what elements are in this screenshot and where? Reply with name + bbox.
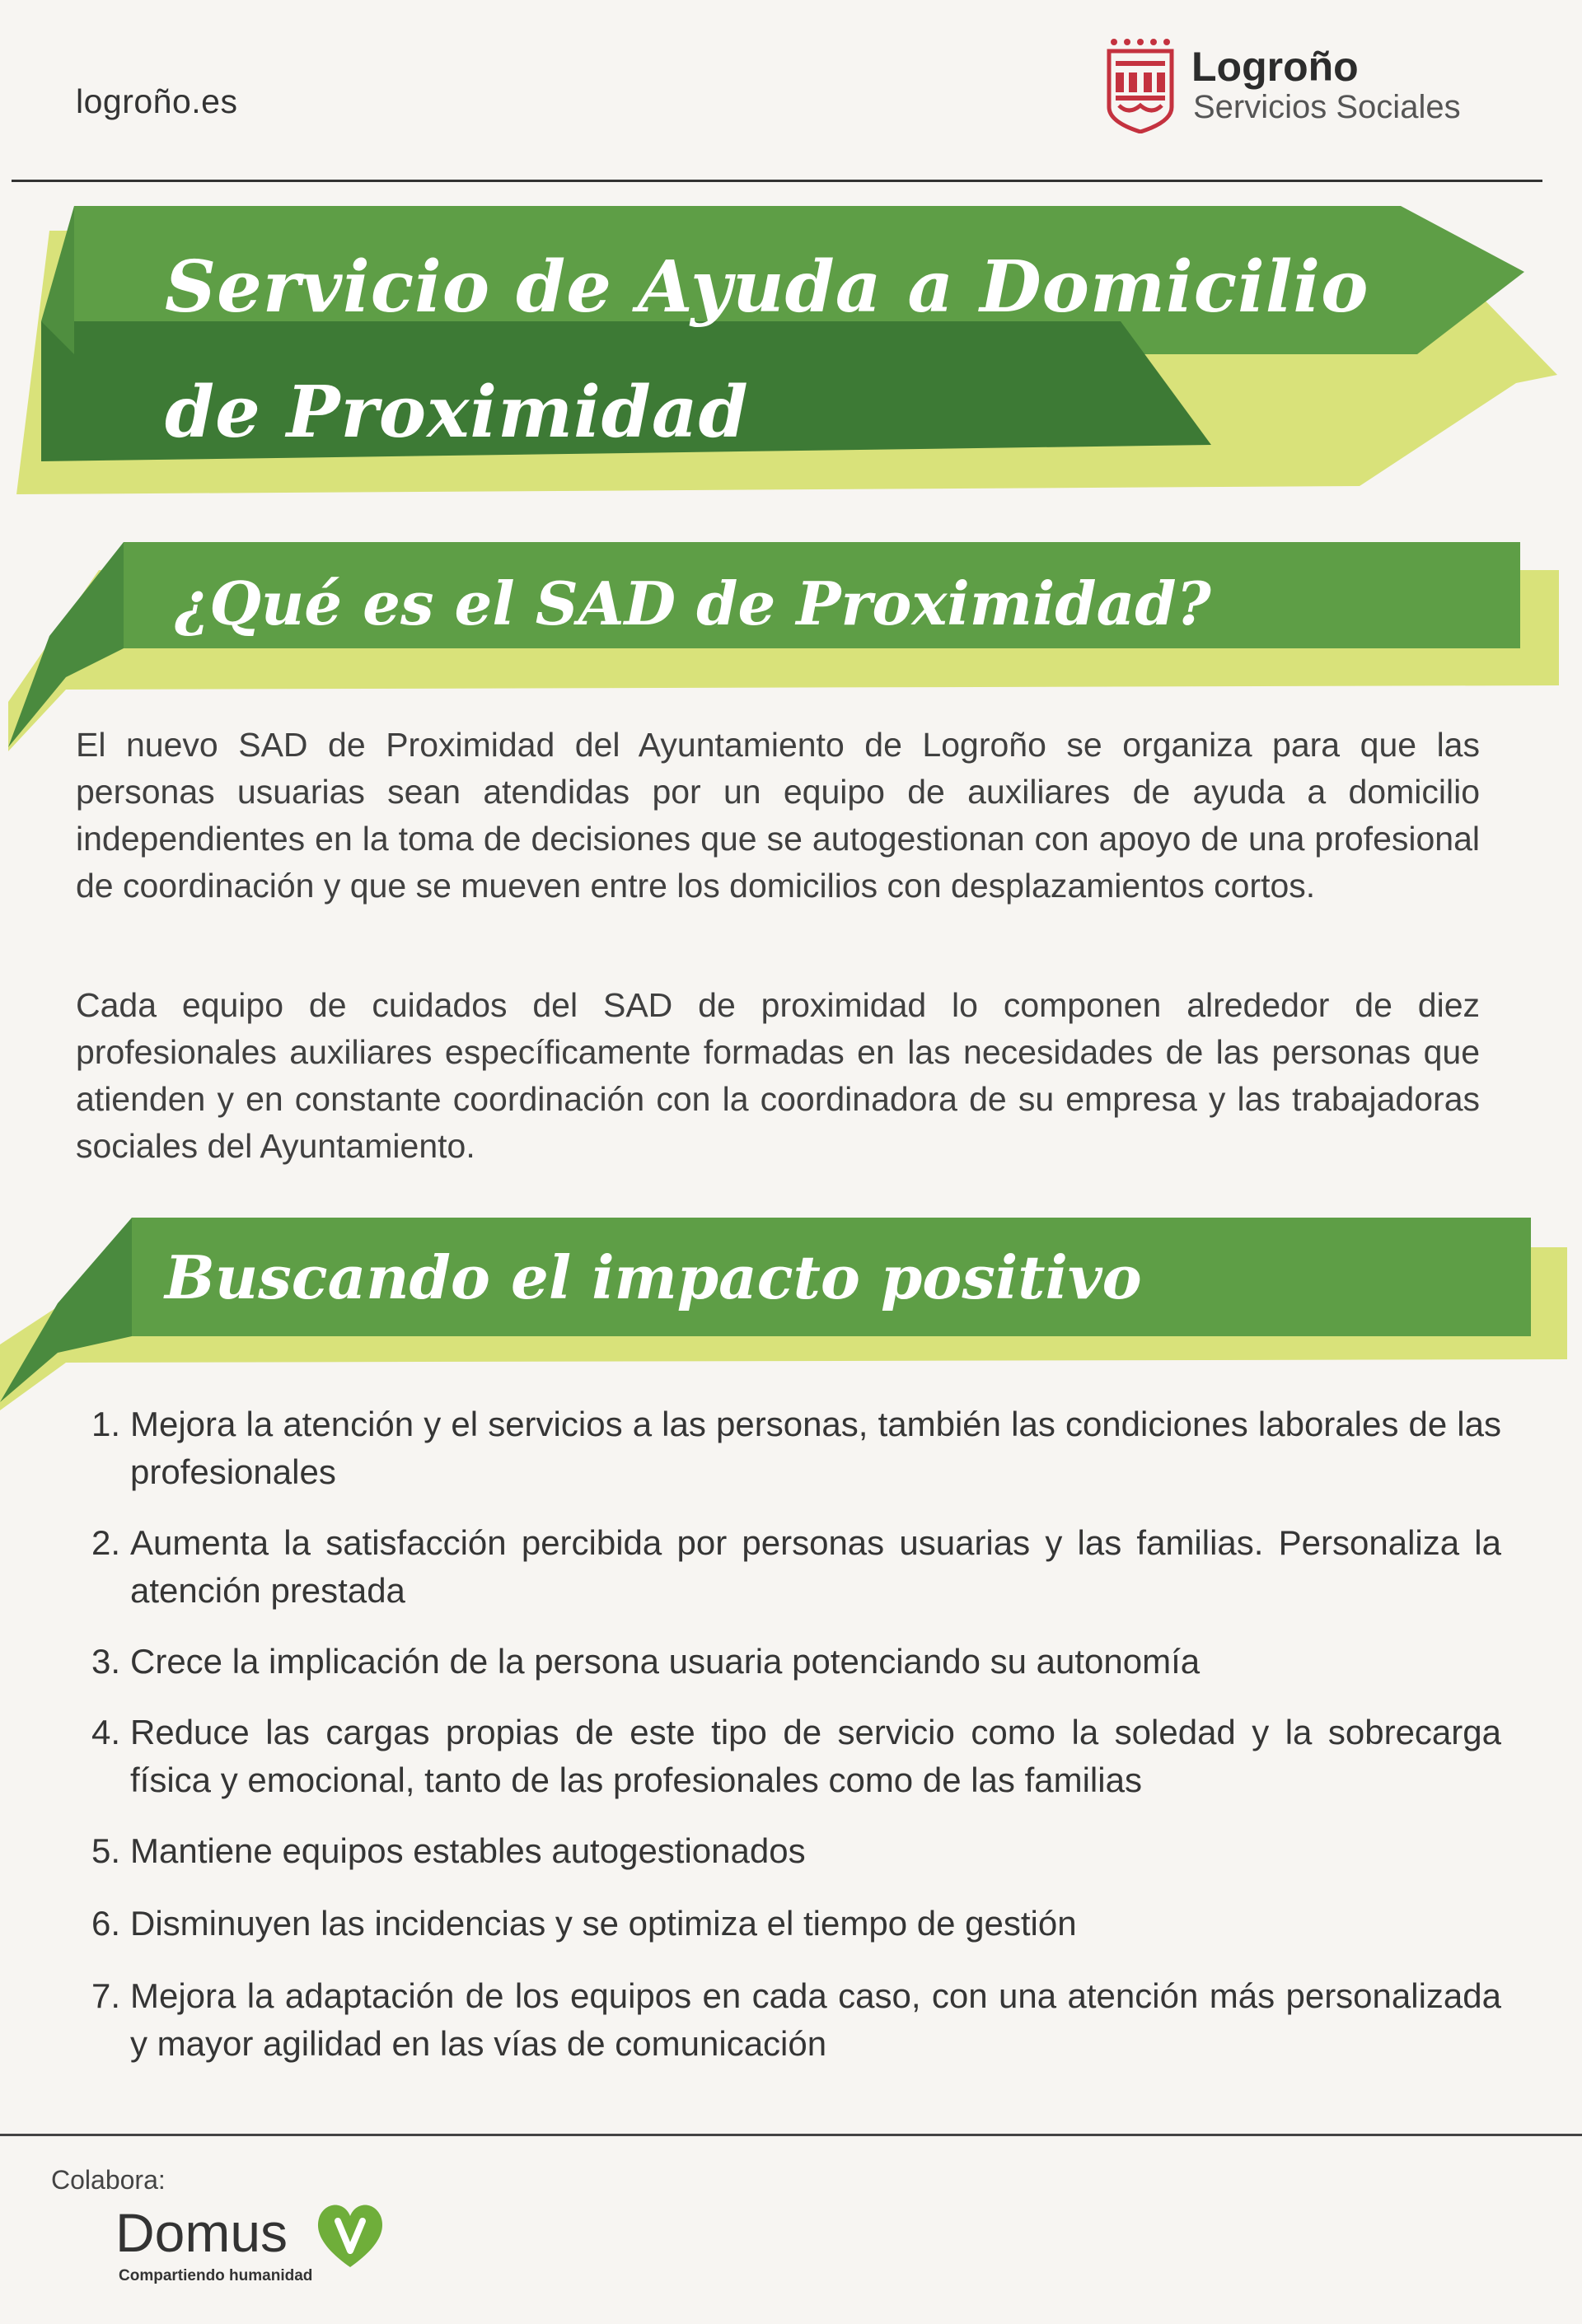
partner-logo-wordmark: Domus: [115, 2202, 288, 2263]
list-item-text: Mantiene equipos estables autogestionados: [130, 1831, 806, 1870]
list-item: [68, 1400, 1501, 1496]
title-banner: [0, 198, 1582, 511]
list-item-text: Reduce las cargas propias de este tipo de servicio como la soledad y la sobrecarga física y emocional, tanto de las profesionales como de las familias: [130, 1713, 1501, 1799]
section-what-paragraph-2: Cada equipo de cuidados del SAD de proximidad lo componen alrededor de diez profesionales auxiliares específicamente formadas en las necesidades de las personas que atienden y en constante coordinación con la coordinadora de su empresa y las trabajadoras sociales del Ayuntamiento.: [76, 986, 1480, 1165]
list-item: [68, 1519, 1501, 1615]
section-what-paragraph-1: El nuevo SAD de Proximidad del Ayuntamiento de Logroño se organiza para que las personas usuarias sean atendidas por un equipo de auxiliares de ayuda a domicilio independientes en la toma de decisiones que se autogestionan con apoyo de una profesional de coordinación y que se mueven entre los domicilios con desplazamientos cortos.: [76, 726, 1480, 905]
section-impact-heading: Buscando el impacto positivo: [165, 1242, 1142, 1312]
brand-city: Logroño: [1191, 44, 1359, 90]
collab-label: Colabora:: [51, 2165, 166, 2195]
brand-department: Servicios Sociales: [1193, 89, 1461, 125]
list-item-text: Mejora la atención y el servicios a las personas, también las condiciones laborales de las profesionales: [130, 1405, 1501, 1491]
logrono-shield-logo: [1106, 36, 1175, 133]
list-item: [68, 1972, 1501, 2068]
list-item-number: 5.: [91, 1831, 120, 1870]
list-item-number: 7.: [91, 1976, 120, 2015]
list-item: [68, 1638, 1501, 1686]
benefits-list: [68, 1400, 1501, 2068]
list-item: [68, 1827, 1501, 1875]
list-item-number: 6.: [91, 1904, 120, 1943]
header-divider: [12, 180, 1542, 182]
list-item-text: Aumenta la satisfacción percibida por personas usuarias y las familias. Personaliza la atención prestada: [130, 1523, 1501, 1610]
footer-divider: [0, 2134, 1582, 2136]
list-item-number: 2.: [91, 1523, 120, 1562]
list-item-number: 3.: [91, 1642, 120, 1681]
list-item: [68, 1900, 1501, 1948]
list-item-number: 4.: [91, 1713, 120, 1751]
list-item-text: Mejora la adaptación de los equipos en cada caso, con una atención más personalizada y mayor agilidad en las vías de comunicación: [130, 1976, 1501, 2063]
list-item-number: 1.: [91, 1405, 120, 1443]
list-item: [68, 1709, 1501, 1804]
partner-heart-icon: [311, 2196, 389, 2274]
site-url[interactable]: logroño.es: [76, 82, 238, 120]
page-title-line1: Servicio de Ayuda a Domicilio: [165, 245, 1369, 329]
partner-tagline: Compartiendo humanidad: [119, 2267, 313, 2284]
page-title-line2: de Proximidad: [165, 371, 749, 454]
list-item-text: Disminuyen las incidencias y se optimiza el tiempo de gestión: [130, 1904, 1077, 1943]
list-item-text: Crece la implicación de la persona usuaria potenciando su autonomía: [130, 1642, 1201, 1681]
section-what-heading: ¿Qué es el SAD de Proximidad?: [175, 568, 1211, 638]
